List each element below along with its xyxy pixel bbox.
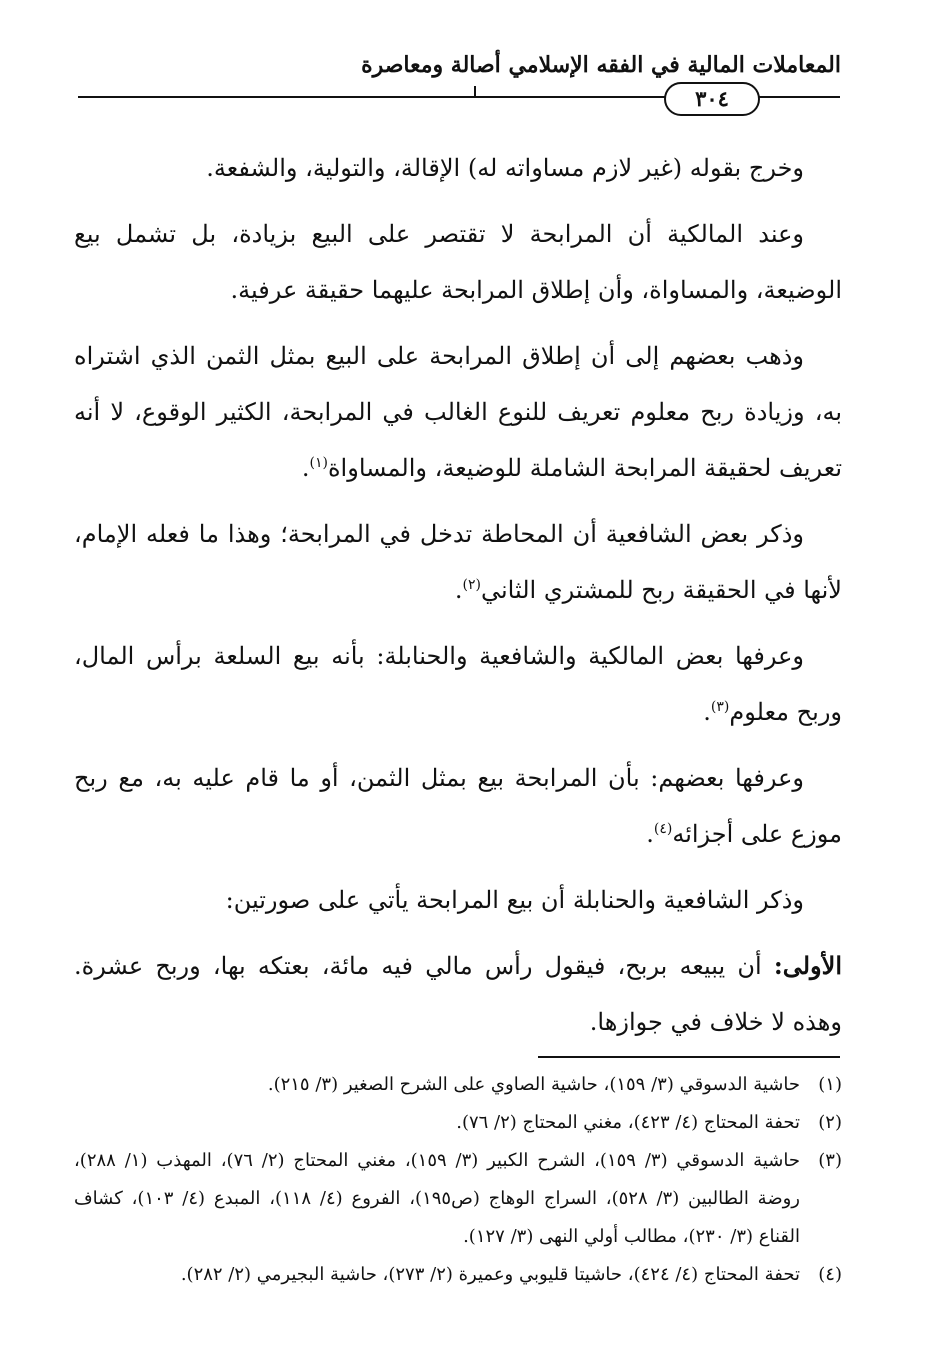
- paragraph: [74, 938, 842, 1050]
- paragraph-lead: الأولى:: [773, 951, 842, 980]
- paragraph: وعرفها بعض المالكية والشافعية والحنابلة: بأنه بيع السلعة برأس المال، وربح معلوم$^{(٣)}$.: [74, 642, 842, 726]
- page-number: ٣٠٤: [664, 82, 760, 116]
- footnote-ref: (٣): [710, 699, 730, 715]
- footnote-text: تحفة المحتاج (٤/ ٤٢٣)، مغني المحتاج (٢/ ٧٦).: [456, 1112, 800, 1133]
- footnotes: [74, 1066, 842, 1294]
- footnote-ref: (٤): [653, 821, 673, 837]
- footnote-ref: (١): [309, 455, 328, 471]
- footnote-rule: [538, 1056, 840, 1058]
- paragraph-text: وذهب بعضهم إلى أن إطلاق المرابحة على البيع بمثل الثمن الذي اشتراه به، وزيادة ربح معلوم تعريف للنوع الغالب في المرابحة، الكثير الوقوع، لا أنه تعريف لحقيقة المرابحة الشاملة للوضيعة، والمساواة: [74, 342, 842, 482]
- paragraph-text: أن يبيعه بربح، فيقول رأس مالي فيه مائة، بعتكه بها، وربح عشرة. وهذه لا خلاف في جوازها.: [74, 952, 842, 1036]
- paragraph-text: وعرفها بعض المالكية والشافعية والحنابلة: بأنه بيع السلعة برأس المال، وربح معلوم: [74, 642, 842, 726]
- footnote-text: تحفة المحتاج (٤/ ٤٢٤)، حاشيتا قليوبي وعميرة (٢/ ٢٧٣)، حاشية البجيرمي (٢/ ٢٨٢).: [180, 1264, 800, 1285]
- footnote-text: حاشية الدسوقي (٣/ ١٥٩)، الشرح الكبير (٣/ ١٥٩)، مغني المحتاج (٢/ ٧٦)، المهذب (١/ ٢٨٨)، روضة الطالبين (٣/ ٥٢٨)، السراج الوهاج (ص١٩٥)، الفروع (٤/ ١١٨)، المبدع (٤/ ١٠٣)، كشاف القناع (٣/ ٢٣٠)، مطالب أولي النهى (٣/ ١٢٧).: [74, 1150, 800, 1247]
- paragraph-text: وعرفها بعضهم: بأن المرابحة بيع بمثل الثمن، أو ما قام عليه به، مع ربح موزع على أجزائه: [74, 764, 842, 848]
- running-header-title: المعاملات المالية في الفقه الإسلامي أصالة ومعاصرة: [361, 52, 841, 78]
- header-tick: [474, 86, 476, 98]
- footnote-number: (٣): [818, 1150, 842, 1171]
- footnote: [74, 1256, 842, 1294]
- paragraph-text: وذكر بعض الشافعية أن المحاطة تدخل في المرابحة؛ وهذا ما فعله الإمام، لأنها في الحقيقة ربح للمشتري الثاني: [74, 520, 842, 604]
- footnote: [74, 1066, 842, 1104]
- footnote-text: حاشية الدسوقي (٣/ ١٥٩)، حاشية الصاوي على الشرح الصغير (٣/ ٢١٥).: [267, 1074, 800, 1095]
- paragraph: وعرفها بعضهم: بأن المرابحة بيع بمثل الثمن، أو ما قام عليه به، مع ربح موزع على أجزائه$^{(٤)}$.: [74, 764, 842, 848]
- paragraph: وعند المالكية أن المرابحة لا تقتصر على البيع بزيادة، بل تشمل بيع الوضيعة، والمساواة، وأن إطلاق المرابحة عليهما حقيقة عرفية.: [74, 220, 842, 304]
- footnote-number: (١): [818, 1074, 842, 1095]
- footnote: [74, 1142, 842, 1256]
- paragraph: وذكر الشافعية والحنابلة أن بيع المرابحة يأتي على صورتين:: [225, 886, 804, 914]
- paragraph: وذكر بعض الشافعية أن المحاطة تدخل في المرابحة؛ وهذا ما فعله الإمام، لأنها في الحقيقة ربح للمشتري الثاني$^{(٢)}$.: [74, 520, 842, 604]
- footnote-number: (٤): [818, 1264, 842, 1285]
- paragraph: وخرج بقوله (غير لازم مساواته له) الإقالة، والتولية، والشفعة.: [206, 154, 804, 182]
- footnote: [74, 1104, 842, 1142]
- main-text: [74, 140, 842, 1060]
- footnote-number: (٢): [818, 1112, 842, 1133]
- footnote-ref: (٢): [462, 577, 481, 593]
- paragraph: وذهب بعضهم إلى أن إطلاق المرابحة على البيع بمثل الثمن الذي اشتراه به، وزيادة ربح معلوم تعريف للنوع الغالب في المرابحة، الكثير الوقوع، لا أنه تعريف لحقيقة المرابحة الشاملة للوضيعة، والمساواة$^{(١)}$.: [74, 342, 842, 482]
